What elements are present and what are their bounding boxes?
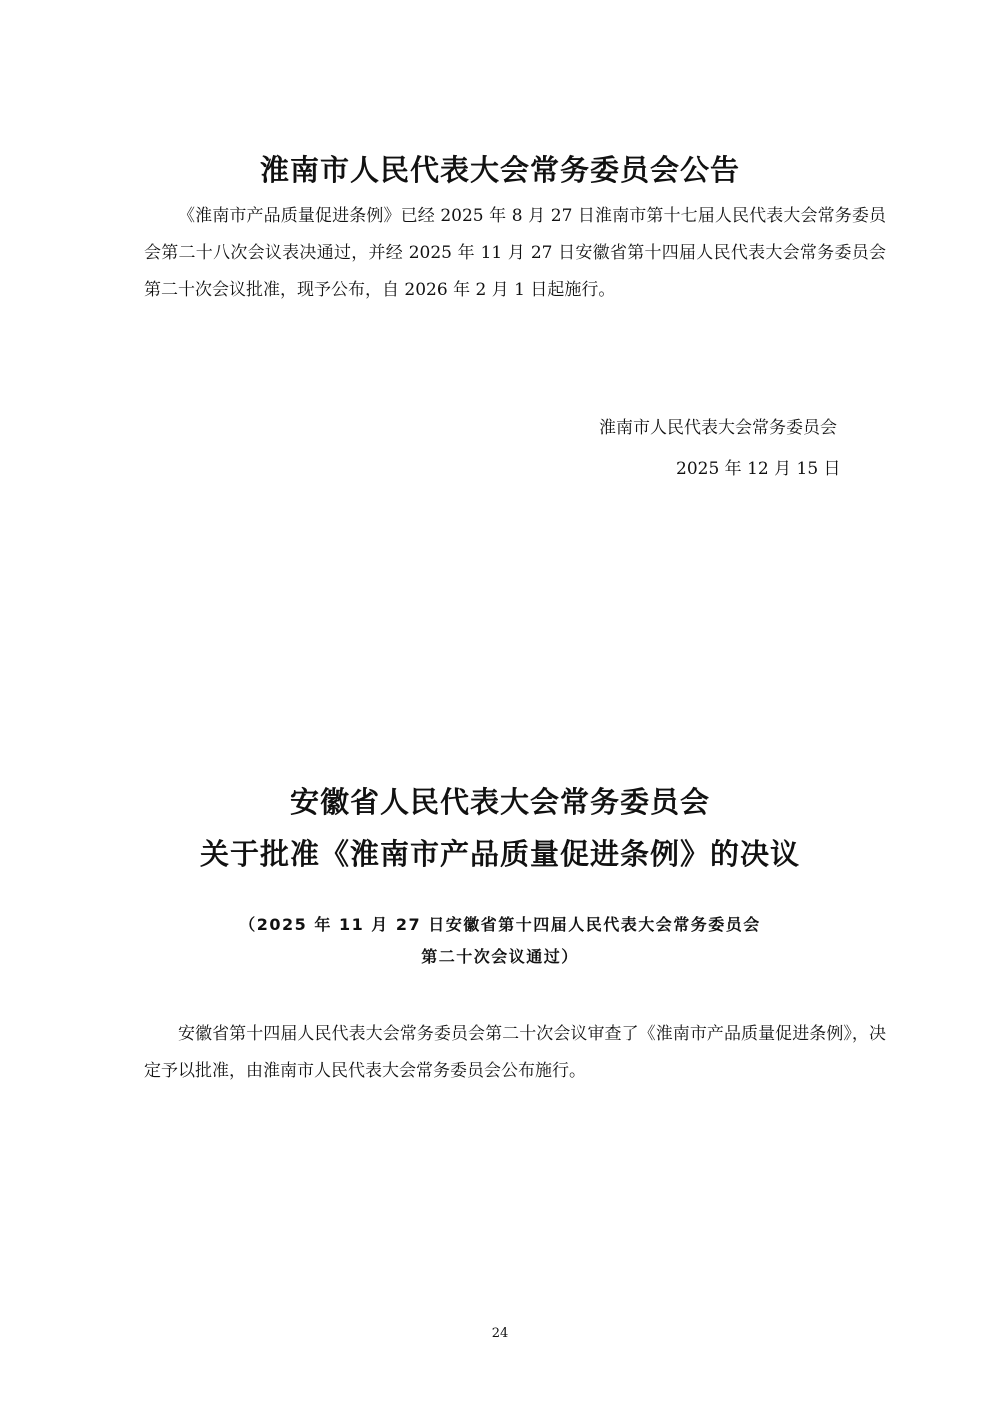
decision-subtitle-line-2: 第二十次会议通过） [421,947,579,966]
decision-title-line-1: 安徽省人民代表大会常务委员会 [289,785,710,819]
notice-date: 2025 年 12 月 15 日 [676,459,841,479]
decision-subtitle-line-1: （2025 年 11 月 27 日安徽省第十四届人民代表大会常务委员会 [239,915,761,934]
notice-signature: 淮南市人民代表大会常务委员会 [599,418,837,438]
page-number: 24 [491,1326,509,1341]
notice-body: 《淮南市产品质量促进条例》已经 2025 年 8 月 27 日淮南市第十七届人民代表大会常务委员会第二十八次会议表决通过，并经 2025 年 11 月 27 日安徽省第十四届人民代表大会常务委员会第二十次会议批准，现予公布，自 2026 年 2 月 1 日起施行。 [144,206,886,300]
decision-title-line-2: 关于批准《淮南市产品质量促进条例》的决议 [199,837,800,871]
notice-title: 淮南市人民代表大会常务委员会公告 [259,153,740,187]
decision-body: 安徽省第十四届人民代表大会常务委员会第二十次会议审查了《淮南市产品质量促进条例》，决定予以批准，由淮南市人民代表大会常务委员会公布施行。 [144,1024,886,1081]
